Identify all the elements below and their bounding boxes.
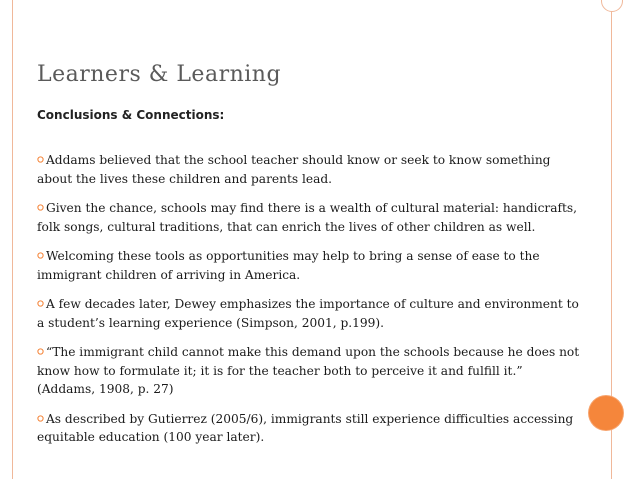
circle-outline-bullet-icon	[37, 415, 44, 422]
bullet-item	[37, 151, 582, 188]
bullet-text: Addams believed that the school teacher should know or seek to know something about the lives these children and parents lead.	[37, 153, 551, 186]
slide-subtitle: Conclusions & Connections:	[37, 108, 225, 122]
slide-title: Learners & Learning	[37, 62, 282, 87]
circle-outline-bullet-icon	[37, 156, 44, 163]
circle-outline-bullet-icon	[37, 300, 44, 307]
decorative-circle-orange	[589, 396, 623, 430]
bullet-item	[37, 295, 582, 332]
bullet-list	[37, 151, 582, 458]
circle-outline-bullet-icon	[37, 204, 44, 211]
bullet-item	[37, 410, 582, 447]
bullet-text: As described by Gutierrez (2005/6), immigrants still experience difficulties accessing equitable education (100 year later).	[37, 411, 574, 444]
bullet-item	[37, 199, 582, 236]
bullet-text: “The immigrant child cannot make this demand upon the schools because he does not know how to formulate it; it is for the teacher both to perceive it and fulfill it.” (Addams, 1908, p. 27)	[37, 345, 580, 396]
bullet-text: Welcoming these tools as opportunities may help to bring a sense of ease to the immigrant children of arriving in America.	[37, 249, 540, 282]
bullet-text: A few decades later, Dewey emphasizes the importance of culture and environment to a student’s learning experience (Simpson, 2001, p.199).	[37, 297, 579, 330]
bullet-text: Given the chance, schools may find there is a wealth of cultural material: handicrafts, folk songs, cultural traditions, that can enrich the lives of other children as well.	[37, 201, 578, 234]
circle-outline-bullet-icon	[37, 252, 44, 259]
circle-outline-bullet-icon	[37, 348, 44, 355]
bullet-item	[37, 247, 582, 284]
bullet-item	[37, 343, 582, 399]
